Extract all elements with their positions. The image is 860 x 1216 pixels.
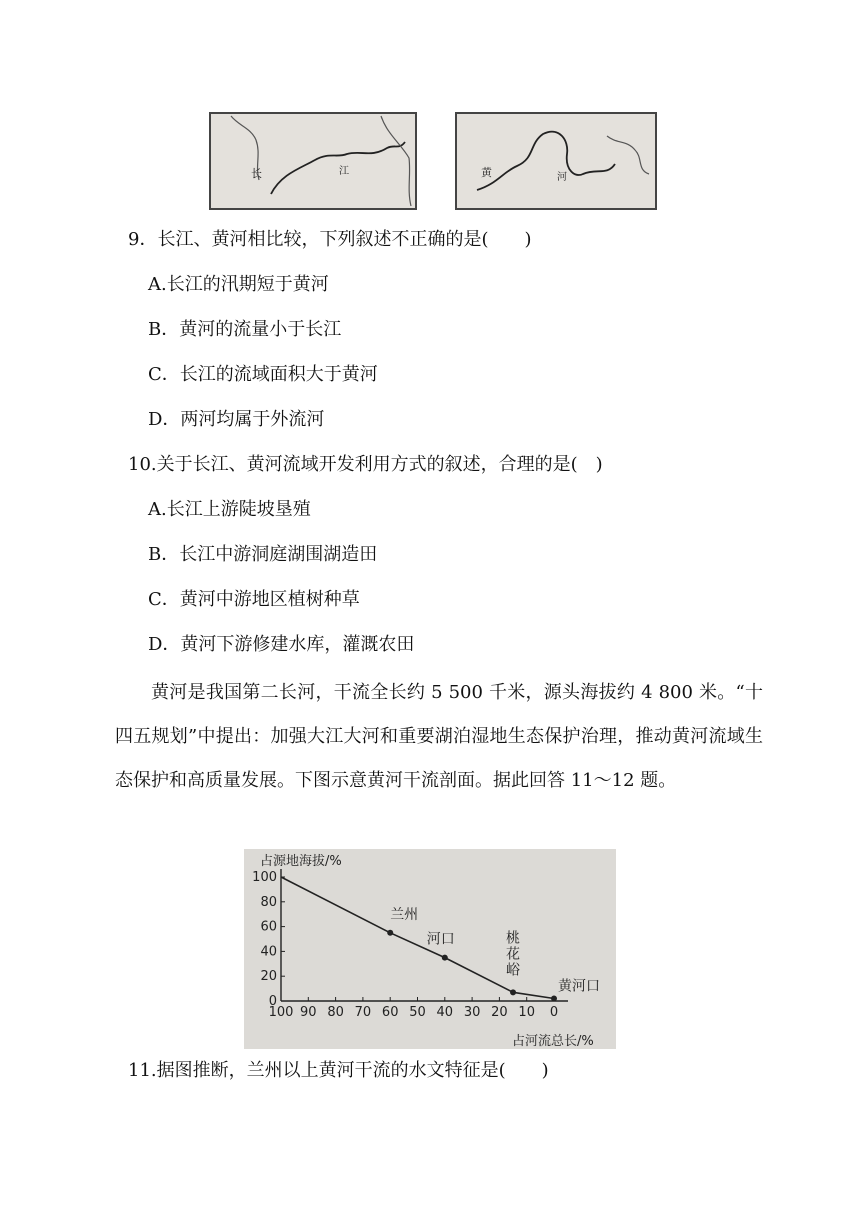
x-tick-label: 80 bbox=[327, 1005, 344, 1020]
point-label-char: 花 bbox=[506, 946, 521, 963]
q11-stem: 11.据图推断，兰州以上黄河干流的水文特征是( ) bbox=[128, 1060, 549, 1081]
point-label: 黄河口 bbox=[558, 978, 600, 995]
profile-point-marker bbox=[551, 996, 557, 1002]
x-tick-label: 70 bbox=[354, 1005, 372, 1020]
x-tick-label: 20 bbox=[491, 1005, 508, 1020]
x-tick-label: 60 bbox=[381, 1005, 399, 1020]
q9-option-d[interactable]: D．两河均属于外流河 bbox=[148, 409, 325, 430]
point-label: 河口 bbox=[426, 931, 455, 948]
x-tick-label: 50 bbox=[409, 1005, 426, 1020]
profile-point-marker bbox=[387, 930, 393, 936]
y-tick-label: 100 bbox=[252, 870, 277, 885]
y-tick-label: 60 bbox=[260, 919, 277, 935]
q10-option-c[interactable]: C．黄河中游地区植树种草 bbox=[148, 589, 360, 610]
point-label: 兰州 bbox=[390, 906, 419, 923]
yellow-river-map bbox=[455, 112, 657, 210]
q10-stem: 10.关于长江、黄河流域开发利用方式的叙述，合理的是( ) bbox=[128, 454, 603, 475]
q10-option-d[interactable]: D．黄河下游修建水库，灌溉农田 bbox=[148, 634, 415, 655]
yangtze-map-drawing bbox=[211, 114, 415, 208]
x-tick-label: 10 bbox=[518, 1005, 535, 1020]
x-tick-label: 90 bbox=[300, 1005, 317, 1020]
q9-option-c[interactable]: C．长江的流域面积大于黄河 bbox=[148, 364, 378, 385]
y-tick-label: 80 bbox=[260, 894, 277, 910]
x-tick-label: 100 bbox=[268, 1005, 294, 1020]
chart-xlabel: 占河流总长/% bbox=[512, 1034, 594, 1049]
x-tick-label: 40 bbox=[436, 1005, 454, 1020]
map2-label-he: 河 bbox=[557, 172, 567, 183]
chart-ylabel: 占源地海拔/% bbox=[260, 854, 342, 869]
x-tick-label: 30 bbox=[463, 1005, 481, 1020]
point-label-char: 峪 bbox=[506, 962, 521, 979]
profile-point-marker bbox=[442, 955, 448, 961]
y-tick-label: 40 bbox=[260, 944, 277, 960]
passage-text: 黄河是我国第二长河，干流全长约 5 500 千米，源头海拔约 4 800 米。“十四五规划”中提出：加强大江大河和重要湖泊湿地生态保护治理，推动黄河流域生态保护和高质量发展。下图示意黄河干流剖面。据此回答 11～12 题。 bbox=[115, 682, 763, 791]
q10-option-b[interactable]: B．长江中游洞庭湖围湖造田 bbox=[148, 544, 378, 565]
x-tick-label: 0 bbox=[549, 1005, 559, 1020]
yangtze-river-map bbox=[209, 112, 417, 210]
point-label-char: 桃 bbox=[506, 930, 521, 947]
q9-option-a[interactable]: A.长江的汛期短于黄河 bbox=[148, 274, 329, 295]
profile-chart-svg bbox=[244, 849, 616, 1049]
profile-point-marker bbox=[510, 989, 516, 995]
map1-label-jiang: 江 bbox=[339, 166, 349, 177]
yellow-map-drawing bbox=[457, 114, 655, 208]
q10-option-a[interactable]: A.长江上游陡坡垦殖 bbox=[148, 499, 311, 520]
y-tick-label: 0 bbox=[268, 994, 277, 1009]
q9-stem: 9．长江、黄河相比较，下列叙述不正确的是( ) bbox=[128, 229, 532, 250]
y-tick-label: 20 bbox=[260, 969, 277, 985]
map1-label-chang: 长 bbox=[251, 167, 262, 180]
map2-label-huang: 黄 bbox=[481, 166, 492, 179]
yellow-river-profile-chart bbox=[244, 849, 616, 1049]
q9-option-b[interactable]: B．黄河的流量小于长江 bbox=[148, 319, 342, 340]
